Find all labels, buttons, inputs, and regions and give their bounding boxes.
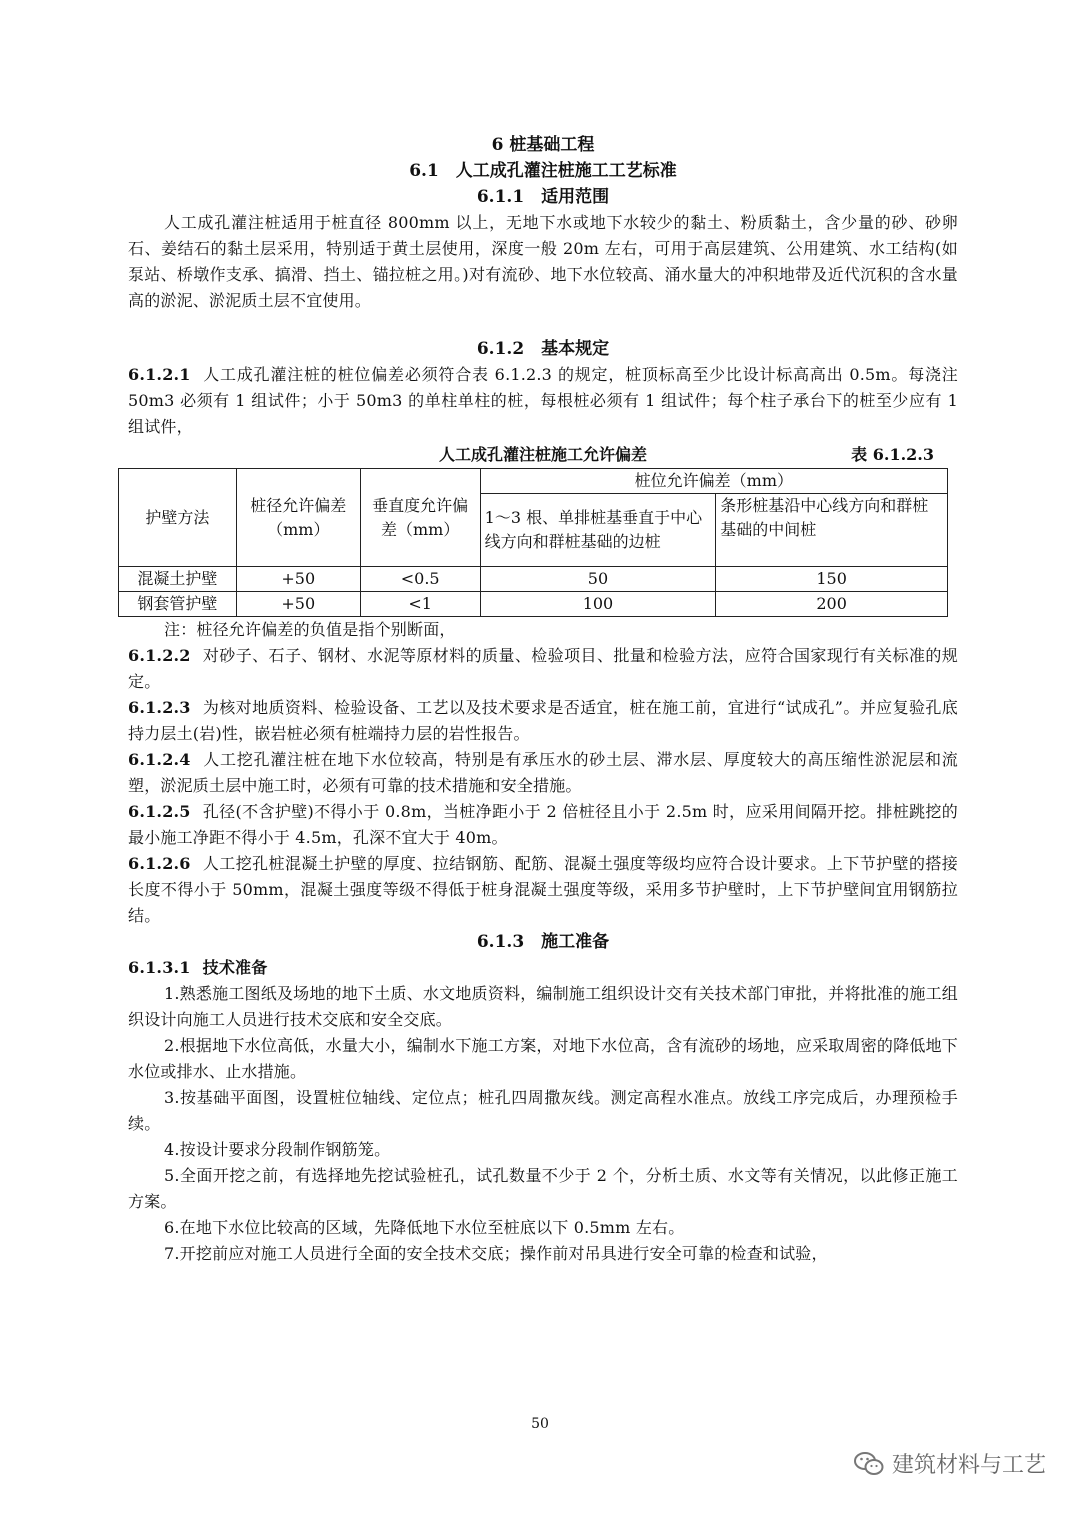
document-page	[128, 128, 958, 1267]
list-item: 2.根据地下水位高低，水量大小，编制水下施工方案，对地下水位高，含有流砂的场地，应采取周密的降低地下水位或排水、止水措施。	[128, 1036, 958, 1081]
list-item: 1.熟悉施工图纸及场地的地下土质、水文地质资料，编制施工组织设计交有关技术部门审批，并将批准的施工组织设计向施工人员进行技术交底和安全交底。	[128, 984, 958, 1029]
list-item: 6.在地下水位比较高的区域，先降低地下水位至桩底以下 0.5mm 左右。	[164, 1218, 685, 1237]
table-number: 表 6.1.2.3	[851, 445, 934, 464]
cell-method: 钢套管护壁	[119, 592, 237, 617]
cell-verticality: <0.5	[360, 567, 480, 592]
clause-number: 6.1.2.1	[128, 365, 191, 384]
clause-6-1-2-2	[128, 643, 958, 695]
clause-text: 人工成孔灌注桩的桩位偏差必须符合表 6.1.2.3 的规定，桩顶标高至少比设计标高高出 0.5m。每浇注 50m3 必须有 1 组试件；小于 50m3 的单柱单柱的桩，每根桩必须有 1 组试件；每个柱子承台下的桩至少应有 1 组试件，	[128, 365, 958, 436]
cell-method: 混凝土护壁	[119, 567, 237, 592]
clause-6-1-2-3	[128, 695, 958, 747]
clause-number: 6.1.2.3	[128, 698, 191, 717]
table-note: 注：桩径允许偏差的负值是指个别断面，	[164, 620, 456, 639]
table-row	[119, 592, 948, 617]
cell-verticality: <1	[360, 592, 480, 617]
header-verticality: 垂直度允许偏差（mm）	[360, 469, 480, 567]
clause-number: 6.1.2.6	[128, 854, 191, 873]
clause-text: 为核对地质资料、检验设备、工艺以及技术要求是否适宜，桩在施工前，宜进行“试成孔”。并应复验孔底持力层土(岩)性，嵌岩桩必须有桩端持力层的岩性报告。	[128, 698, 958, 743]
clause-6-1-2-5	[128, 799, 958, 851]
cell-position-edge: 50	[480, 567, 716, 592]
list-item: 3.按基础平面图，设置桩位轴线、定位点；桩孔四周撒灰线。测定高程水准点。放线工序完成后，办理预检手续。	[128, 1088, 958, 1133]
clause-number: 6.1.2.2	[128, 646, 191, 665]
chapter-title: 6 桩基础工程	[491, 135, 595, 155]
header-position: 桩位允许偏差（mm）	[480, 469, 947, 494]
header-diameter: 桩径允许偏差（mm）	[236, 469, 360, 567]
clause-6-1-2-4	[128, 747, 958, 799]
clause-number: 6.1.2.4	[128, 750, 191, 769]
clause-6-1-3-1	[128, 955, 958, 981]
clause-text: 人工挖孔桩混凝土护壁的厚度、拉结钢筋、配筋、混凝土强度等级均应符合设计要求。上下节护壁的搭接长度不得小于 50mm，混凝土强度等级不得低于桩身混凝土强度等级，采用多节护壁时，上下节护壁间宜用钢筋拉结。	[128, 854, 958, 925]
cell-position-edge: 100	[480, 592, 716, 617]
clause-text: 人工挖孔灌注桩在地下水位较高，特别是有承压水的砂土层、滞水层、厚度较大的高压缩性淤泥层和流塑，淤泥质土层中施工时，必须有可靠的技术措施和安全措施。	[128, 750, 958, 795]
clause-text: 对砂子、石子、钢材、水泥等原材料的质量、检验项目、批量和检验方法，应符合国家现行有关标准的规定。	[128, 646, 958, 691]
clause-text: 孔径(不含护壁)不得小于 0.8m，当桩净距小于 2 倍桩径且小于 2.5m 时，应采用间隔开挖。排桩跳挖的最小施工净距不得小于 4.5m，孔深不宜大于 40m。	[128, 802, 958, 847]
cell-position-middle: 200	[716, 592, 948, 617]
wechat-icon	[854, 1451, 884, 1477]
table-header-row	[119, 469, 948, 494]
header-position-middle: 条形桩基沿中心线方向和群桩基础的中间桩	[716, 494, 948, 567]
clause-number: 6.1.3.1	[128, 958, 191, 977]
cell-position-middle: 150	[716, 567, 948, 592]
page-number: 50	[531, 1416, 549, 1432]
cell-diameter: +50	[236, 567, 360, 592]
subsection-6-1-2-title: 6.1.2 基本规定	[476, 339, 610, 359]
subsection-6-1-1-title: 6.1.1 适用范围	[476, 187, 610, 207]
list-item: 4.按设计要求分段制作钢筋笼。	[164, 1140, 391, 1159]
tolerance-table	[118, 468, 948, 617]
clause-title: 技术准备	[202, 958, 268, 977]
header-method: 护壁方法	[119, 469, 237, 567]
cell-diameter: +50	[236, 592, 360, 617]
list-item: 7.开挖前应对施工人员进行全面的安全技术交底；操作前对吊具进行安全可靠的检查和试验，	[164, 1244, 828, 1263]
watermark-text: 建筑材料与工艺	[891, 1453, 1046, 1478]
clause-6-1-2-6	[128, 851, 958, 929]
watermark	[854, 1448, 1046, 1479]
table-title: 人工成孔灌注桩施工允许偏差	[438, 445, 647, 464]
list-item: 5.全面开挖之前，有选择地先挖试验桩孔，试孔数量不少于 2 个，分析土质、水文等有关情况，以此修正施工方案。	[128, 1166, 958, 1211]
subsection-6-1-3-title: 6.1.3 施工准备	[476, 932, 610, 952]
table-row	[119, 567, 948, 592]
header-position-edge: 1～3 根、单排桩基垂直于中心线方向和群桩基础的边桩	[480, 494, 716, 567]
table-caption	[128, 442, 958, 468]
clause-6-1-2-1	[128, 362, 958, 440]
section-title: 6.1 人工成孔灌注桩施工工艺标准	[409, 161, 677, 181]
clause-number: 6.1.2.5	[128, 802, 191, 821]
paragraph-scope: 人工成孔灌注桩适用于桩直径 800mm 以上，无地下水或地下水较少的黏土、粉质黏土，含少量的砂、砂卵石、姜结石的黏土层采用，特别适于黄土层使用，深度一般 20m 左右，可用于高层建筑、公用建筑、水工结构(如泵站、桥墩作支承、搞滑、挡土、锚拉桩之用。)对有流砂、地下水位较高、涌水量大的冲积地带及近代沉积的含水量高的淤泥、淤泥质土层不宜使用。	[128, 213, 958, 310]
